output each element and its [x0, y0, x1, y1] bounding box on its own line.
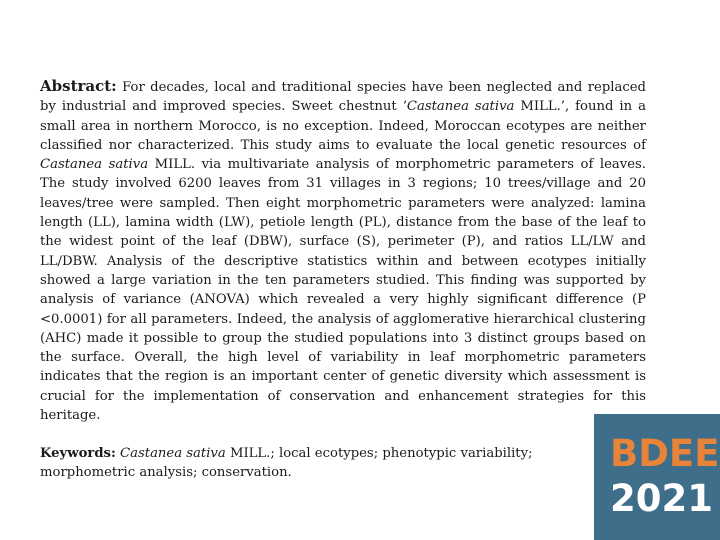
- abstract-text-part-2: MILL.’, found in a small area in northern Morocco, is no exception. Indeed, Moroccan ecotypes are neither classified nor characterized. This study aims to evaluate the local genetic resources of: [40, 99, 646, 153]
- conference-acronym: BDEE: [610, 432, 720, 475]
- keywords-species-name: Castanea sativa: [120, 446, 226, 461]
- abstract-label: Abstract:: [40, 77, 117, 95]
- abstract-species-name: Castanea sativa: [406, 99, 515, 115]
- keywords-label: Keywords:: [40, 446, 116, 461]
- abstract-text-part-1: For decades, local and traditional species have been neglected and replaced by industrial and improved species. Sweet chestnut ‘: [40, 80, 646, 115]
- conference-badge: [594, 414, 720, 540]
- abstract-paragraph: [40, 77, 646, 425]
- abstract-text-part-3: MILL. via multivariate analysis of morphometric parameters of leaves. The study involved 6200 leaves from 31 villages in 3 regions; 10 trees/village and 20 leaves/tree were sampled. Then eight morphometric parameters were analyzed: lamina length (LL), lamina width (LW), petiole length (PL), distance from the base of the leaf to the widest point of the leaf (DBW), surface (S), perimeter (P), and ratios LL/LW and LL/DBW. Analysis of the descriptive statistics within and between ecotypes initially showed a large variation in the ten parameters studied. This finding was supported by analysis of variance (ANOVA) which revealed a very highly significant difference (P <0.0001) for all parameters. Indeed, the analysis of agglomerative hierarchical clustering (AHC) made it possible to group the studied populations into 3 distinct groups based on the surface. Overall, the high level of variability in leaf morphometric parameters indicates that the region is an important center of genetic diversity which assessment is crucial for the implementation of conservation and enhancement strategies for this heritage.: [40, 157, 646, 424]
- conference-year: 2021: [610, 477, 713, 520]
- abstract-species-name: Castanea sativa: [40, 157, 149, 173]
- keywords-text: MILL.; local ecotypes; phenotypic variability; morphometric analysis; conservation.: [40, 446, 533, 481]
- keywords-paragraph: [40, 444, 560, 483]
